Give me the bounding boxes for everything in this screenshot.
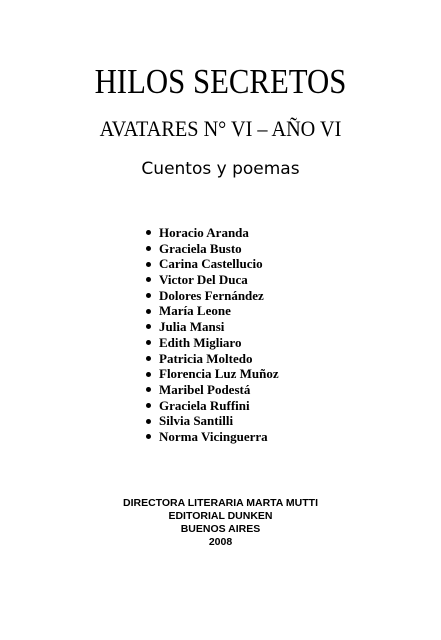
author-name: Norma Vicinguerra xyxy=(159,428,268,444)
author-name: Graciela Ruffini xyxy=(159,397,250,413)
bullet-icon xyxy=(146,387,151,392)
author-name: Florencia Luz Muñoz xyxy=(159,366,279,382)
author-name: Victor Del Duca xyxy=(159,272,248,288)
author-name: Maribel Podestá xyxy=(159,381,251,397)
author-name: Silvia Santilli xyxy=(159,413,234,429)
author-name: Patricia Moltedo xyxy=(159,350,253,366)
author-name: Edith Migliaro xyxy=(159,334,242,350)
author-item xyxy=(146,241,279,257)
author-item xyxy=(146,319,279,335)
bullet-icon xyxy=(146,246,151,251)
author-item xyxy=(146,429,279,445)
author-item xyxy=(146,288,279,304)
author-name: Julia Mansi xyxy=(159,319,225,335)
author-item xyxy=(146,335,279,351)
literary-director: DIRECTORA LITERARIA MARTA MUTTI xyxy=(122,497,318,509)
author-name: María Leone xyxy=(159,303,231,319)
bullet-icon xyxy=(146,403,151,408)
author-item xyxy=(146,398,279,414)
bullet-icon xyxy=(146,293,151,298)
book-subtitle: AVATARES N° VI – AÑO VI xyxy=(99,116,342,141)
author-item xyxy=(146,382,279,398)
bullet-icon xyxy=(146,309,151,314)
author-name: Graciela Busto xyxy=(159,240,242,256)
book-title: HILOS SECRETOS xyxy=(94,62,347,101)
author-item xyxy=(146,225,279,241)
author-item xyxy=(146,366,279,382)
publisher-name: EDITORIAL DUNKEN xyxy=(168,510,273,522)
bullet-icon xyxy=(146,434,151,439)
publisher-info xyxy=(0,497,441,549)
bullet-icon xyxy=(146,372,151,377)
bullet-icon xyxy=(146,262,151,267)
author-item xyxy=(146,256,279,272)
author-item xyxy=(146,413,279,429)
author-name: Carina Castellucio xyxy=(159,256,263,272)
bullet-icon xyxy=(146,324,151,329)
bullet-icon xyxy=(146,230,151,235)
bullet-icon xyxy=(146,340,151,345)
book-genre: Cuentos y poemas xyxy=(141,159,300,179)
author-item xyxy=(146,272,279,288)
publisher-city: BUENOS AIRES xyxy=(180,523,261,535)
author-item xyxy=(146,351,279,367)
bullet-icon xyxy=(146,356,151,361)
publication-year: 2008 xyxy=(208,536,233,548)
bullet-icon xyxy=(146,277,151,282)
author-list xyxy=(146,225,279,445)
author-item xyxy=(146,303,279,319)
author-name: Horacio Aranda xyxy=(159,225,249,240)
bullet-icon xyxy=(146,419,151,424)
author-name: Dolores Fernández xyxy=(159,287,264,303)
